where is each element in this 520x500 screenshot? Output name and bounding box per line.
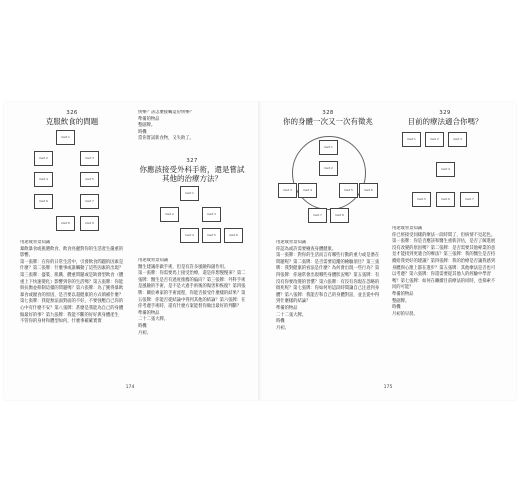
card-327-2: Card 2: [160, 207, 179, 222]
card-328-8: Card 8: [330, 208, 349, 223]
card-327-5: Card 5: [202, 228, 221, 243]
card-329-2: Card 2: [425, 132, 444, 147]
card-327-3: Card 3: [202, 207, 221, 222]
card-326-1: Card 1: [56, 130, 75, 145]
card-328-2: Card 2: [319, 161, 338, 176]
card-327-6: Card 6: [224, 228, 243, 243]
card-326-8: Card 8: [56, 216, 75, 231]
card-328-7: Card 7: [308, 208, 327, 223]
card-328-3: Card 3: [278, 183, 297, 198]
section-title-327: 你應該接受外科手術，還是嘗試其他的治療方法？: [139, 165, 245, 183]
card-329-5: Card 5: [412, 192, 431, 207]
section-body-326: 用途或背景知識 暴飲暴食或挑選飲食，飲食亮麗對你的生活產生嚴重的影響。 第一張牌：在你的日常生活中，引發飲食問題的因素是什麼？第二張牌：什麼事或誰觸動了這些因素的出現？第三張牌：盛裝、肌餓、體重問題或是缺發型飲食（體重上下快速變化）影響到你的生活嗎？第五張牌：你能與抗衡並抑制這樣的問題嗎？第六張牌：為了獲得暴飲暴食或厭食的原因，是否要以超健康的方式填補什麼？第七張牌：我從無法面對面的不好，不要強壓自己你的心中有什麼不安？第八張牌：甚麼是我能為自己的身體做最好的事？第九張牌：我能不斷的好好與身體產生 不管你的身材和體型如何，什麼事確確實實: [20, 240, 124, 325]
card-328-4: Card 4: [298, 183, 317, 198]
card-layout-327: [138, 186, 246, 256]
card-326-4: Card 4: [34, 172, 53, 187]
section-body-329: 用途或背景知識 你已經接受同樣的療法一段時間了，但病情不見起色。 第一張牌：你是否應該和醫生重新評估，是否了解進展沒有改變的原因嗎？第二張牌：是否需要其他專業的意見才能找到更適合的療法？第三張牌：我的醫生是否持續給我更好的建議？第四張牌：我的治療是否讓我感到身體與心理上都在進步？第五張牌：其他療法是否也可以考慮？第六張牌：你還需要從其他人的經驗中學習嗎？第七張牌：如何在繼續目前療法的同時，也探索不同的可能？ 準備的物品 整副牌。 時機 月初的早晨。: [392, 226, 496, 317]
card-328-5: Card 5: [339, 183, 358, 198]
book-gutter: [258, 102, 262, 400]
section-number-327: 327: [186, 158, 198, 164]
card-329-1: Card 1: [402, 132, 421, 147]
card-326-6: Card 6: [34, 194, 53, 209]
page-number-right: 175: [383, 385, 393, 390]
section-number-326: 326: [66, 110, 78, 116]
card-329-4: Card 4: [436, 162, 455, 177]
page-number-left: 174: [125, 385, 135, 390]
card-328-6: Card 6: [359, 183, 378, 198]
card-327-1: Card 1: [180, 186, 199, 201]
card-326-2: Card 2: [34, 151, 53, 166]
card-329-7: Card 7: [460, 192, 479, 207]
section-body-327: 用途或背景知識 醫生建議你做手術，但是有許多風險和副作用。 第一張牌：你需要馬上接受治療，還是你想慢慢來？第二張牌：醫生是否有過度推薦的偏向？第三張牌：外科手術是風險的手術，是不是大過手術後的傷害和恢復？第四張牌：關於專家的手術流程，你能否接受什麼樣的結果？第五張牌：你能否從結論中得到其他的結論？第六張牌：在你考慮手術時，還有什麼方案能替你做出最好的判斷？ 準備的物品 二十二張大牌。 時機 月初。: [138, 258, 246, 336]
card-layout-328: [276, 128, 380, 238]
card-326-9: Card 9: [80, 216, 99, 231]
card-326-5: Card 5: [80, 172, 99, 187]
card-layout-329: [392, 128, 498, 224]
section-326-tail: 不管你的身材和體型如何，什麼事確確實實: [20, 319, 102, 325]
card-327-4: Card 4: [180, 228, 199, 243]
section-number-328: 328: [322, 110, 334, 116]
card-326-7: Card 7: [80, 194, 99, 209]
card-layout-326: [20, 128, 124, 238]
card-329-3: Card 3: [448, 132, 467, 147]
card-328-1: Card 1: [319, 140, 338, 155]
section-title-326: 克服飲食的問題: [45, 117, 99, 126]
section-body-328: 用途或背景知識 你認為或許需要檢查身體健康。 第一張牌：對你的生活而言有哪些行動的重力或是潛在問題呢？第二張牌：是否需要追蹤的檢驗項目？第三張牌：我對健康的看法是什麼？為何會出現一些行為？第四張牌：你通常會出現哪些身體狀況嗎？第五張牌：有沒有你要改變的習慣？第六張牌：有沒有你現在忽略的徵兆呢？第七張牌：你如何用這段時間讓自己注意到身體？第八張牌：我能否和自己的身體對話，並且從中得到什麼樣的結論？ 準備的物品 二十二張大牌。 時機 月初。: [276, 240, 380, 331]
section-title-328: 你的身體一次又一次有徵兆: [283, 117, 373, 126]
card-326-3: Card 3: [80, 151, 99, 166]
section-326-continued: 快樂？該怎麼接觸這份快樂？ 準備的物品 整副牌。 時機 當你嘗試新食物，又失敗了。: [138, 110, 194, 142]
card-329-6: Card 6: [436, 192, 455, 207]
section-number-329: 329: [439, 110, 451, 116]
section-title-329: 目前的療法適合你嗎？: [407, 117, 483, 126]
